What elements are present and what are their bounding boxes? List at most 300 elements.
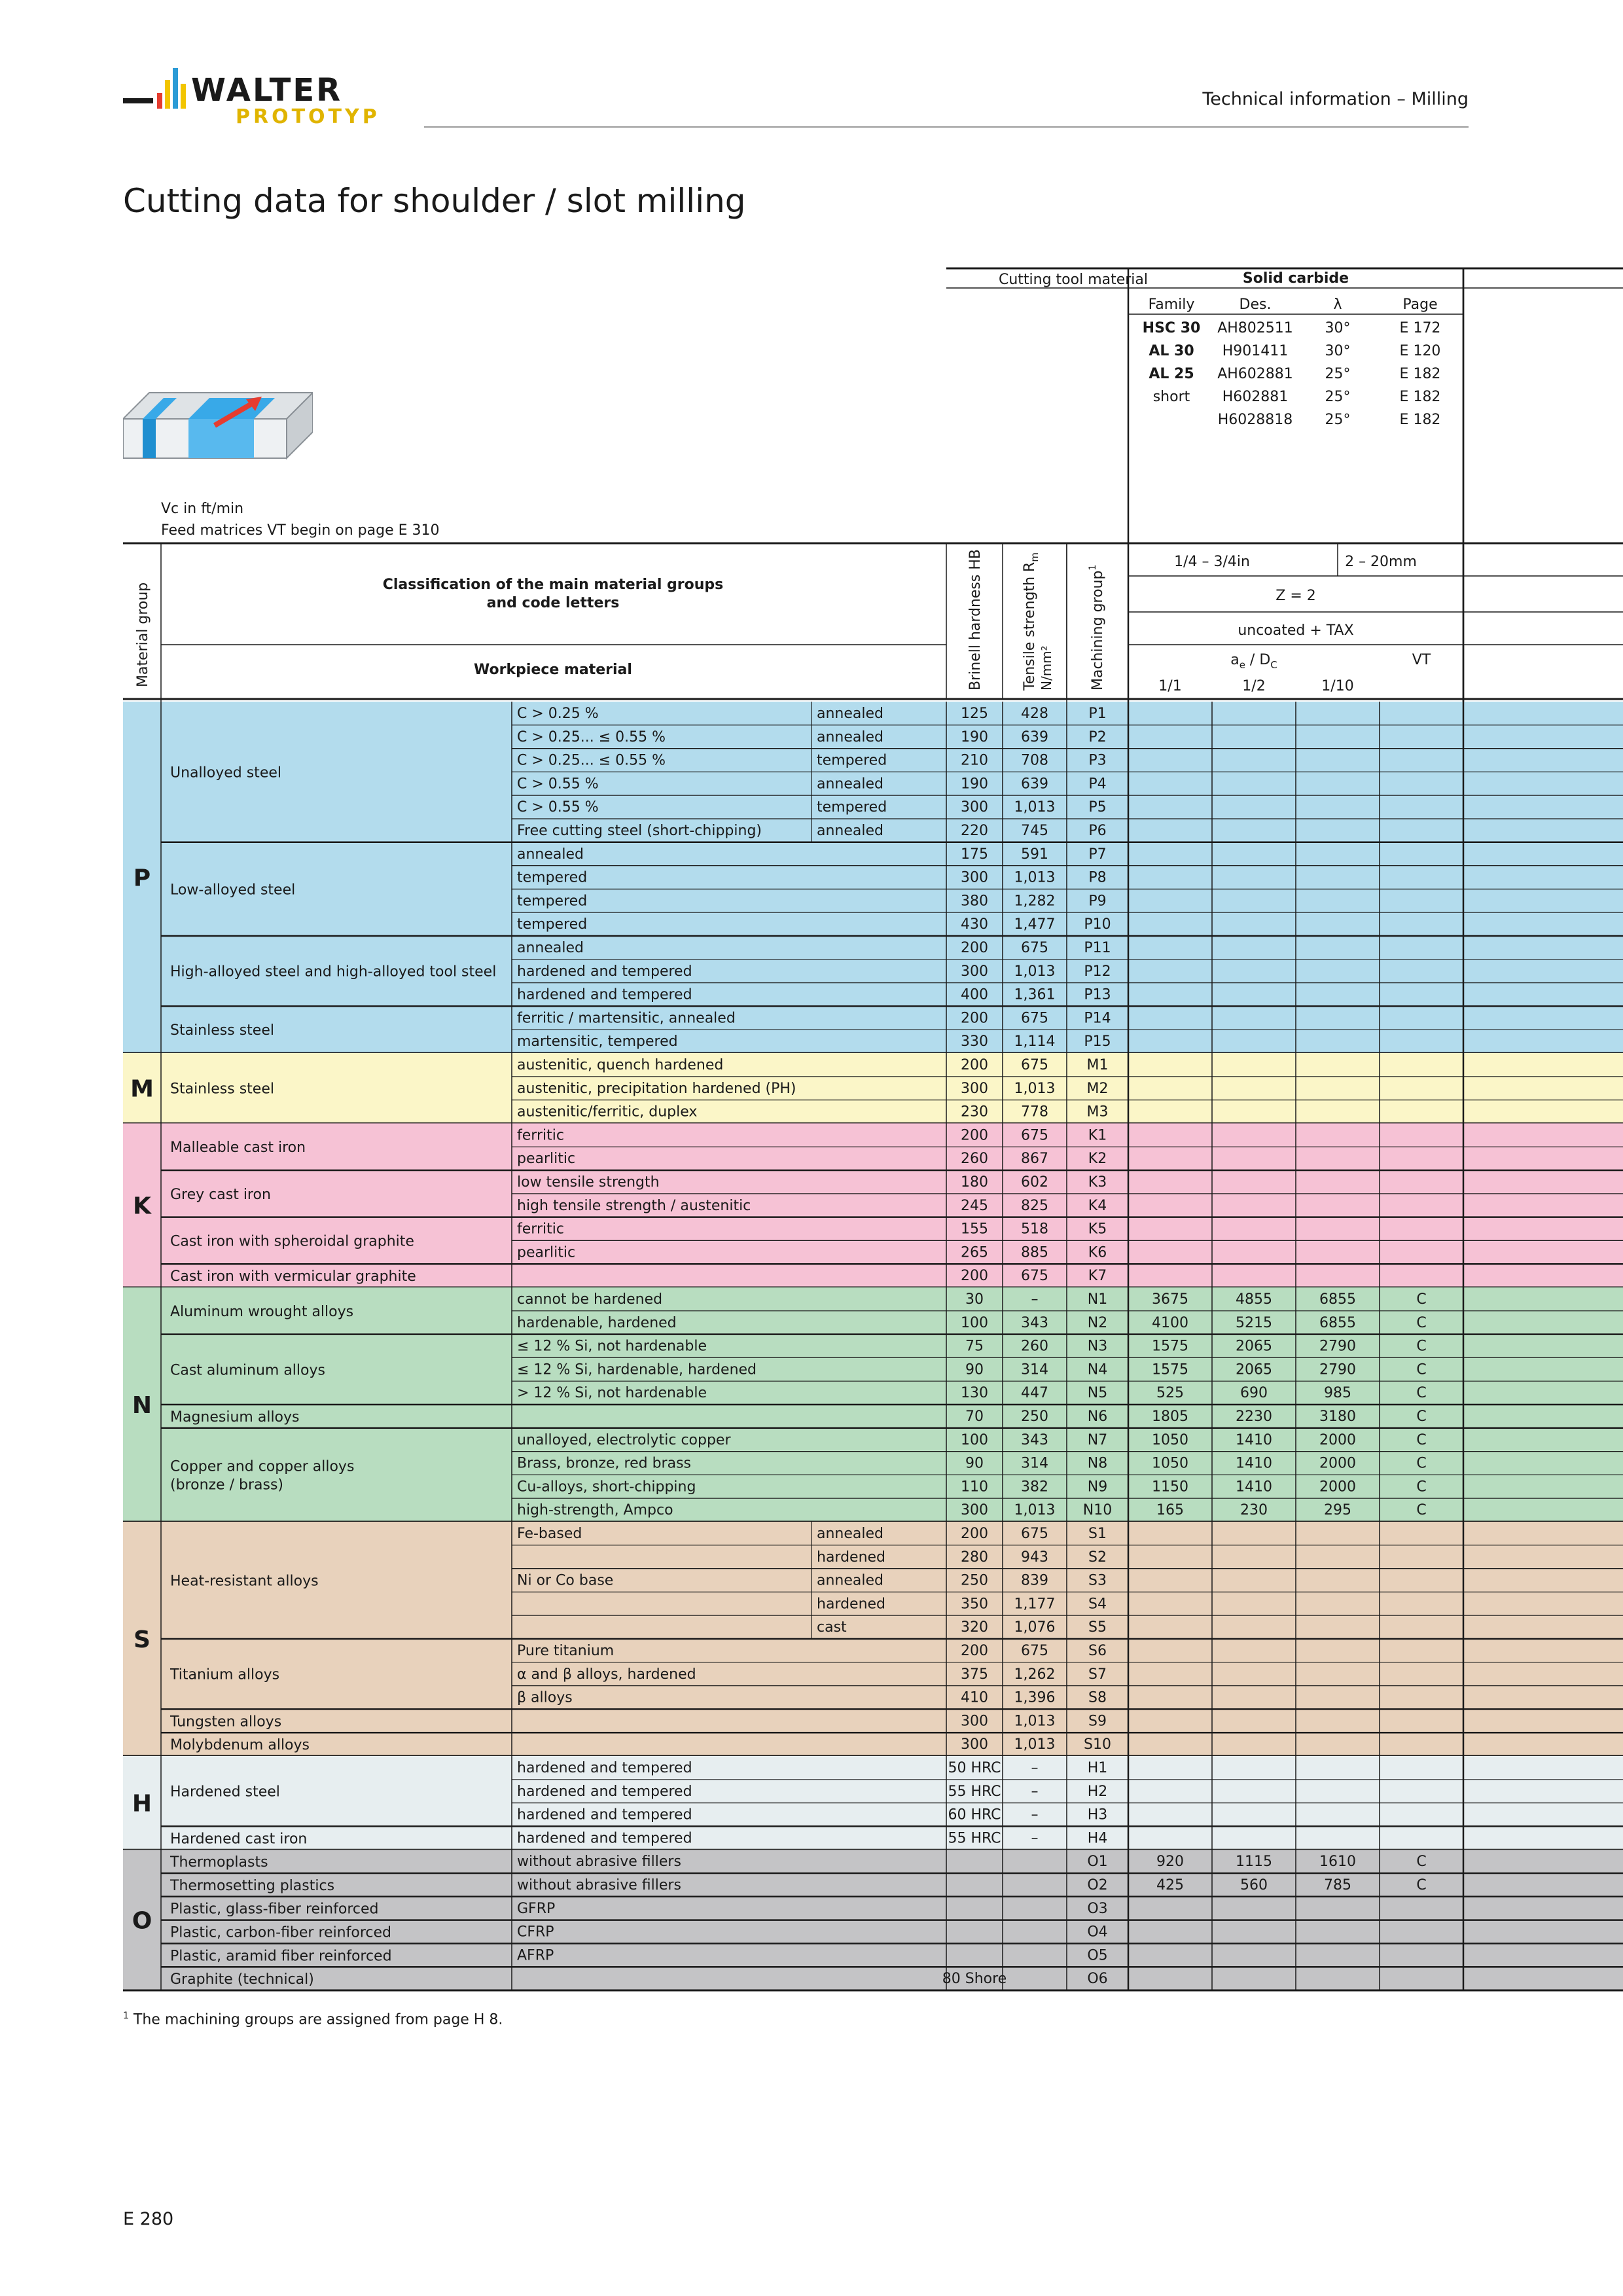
- tool-helix-angle: 25°: [1325, 366, 1351, 382]
- brinell-value: 300: [961, 1502, 988, 1519]
- machining-group-code: N7: [1087, 1431, 1108, 1448]
- subgroup-name: Unalloyed steel: [170, 764, 281, 781]
- tool-helix-angle: 25°: [1325, 389, 1351, 405]
- subgroup-name: Titanium alloys: [170, 1666, 280, 1683]
- tool-helix-angle: 30°: [1325, 343, 1351, 359]
- cutting-speed-value: 5215: [1236, 1314, 1272, 1331]
- tensile-value: 1,013: [1014, 1080, 1056, 1097]
- brinell-value: 200: [961, 1268, 988, 1285]
- material-treatment: hardened: [817, 1549, 886, 1566]
- vt-value: C: [1416, 1385, 1427, 1402]
- material-condition: C > 0.25 %: [517, 706, 599, 722]
- tensile-value: 675: [1021, 1010, 1048, 1027]
- tensile-value: 839: [1021, 1572, 1048, 1589]
- cutting-speed-value: 1610: [1319, 1854, 1356, 1871]
- brinell-value: 125: [961, 706, 988, 722]
- tensile-value: 1,013: [1014, 1502, 1056, 1519]
- cutting-speed-value: 2230: [1236, 1408, 1272, 1425]
- brinell-value: 200: [961, 1643, 988, 1659]
- material-group-code: N: [132, 1392, 152, 1419]
- tensile-value: 1,013: [1014, 1713, 1056, 1730]
- cutting-speed-value: 1050: [1152, 1455, 1188, 1472]
- machining-group-code: P7: [1088, 846, 1107, 863]
- machining-group-code: H3: [1087, 1806, 1108, 1823]
- subgroup-name: Hardened steel: [170, 1784, 280, 1801]
- tool-col-header: Des.: [1239, 296, 1272, 313]
- machining-group-code: M2: [1086, 1080, 1109, 1097]
- material-condition: C > 0.55 %: [517, 799, 599, 816]
- tool-designation: H602881: [1222, 389, 1289, 405]
- material-treatment: annealed: [817, 1526, 883, 1542]
- tensile-value: 1,477: [1014, 916, 1056, 933]
- subgroup-name: Thermosetting plastics: [170, 1877, 335, 1894]
- material-treatment: hardened: [817, 1596, 886, 1613]
- material-condition: Cu-alloys, short-chipping: [517, 1479, 696, 1496]
- machining-group-code: H4: [1087, 1830, 1108, 1847]
- tool-designation: H6028818: [1217, 412, 1293, 428]
- machining-group-code: N6: [1087, 1408, 1108, 1425]
- machining-group-code: P9: [1088, 893, 1107, 910]
- material-condition: without abrasive fillers: [517, 1854, 681, 1871]
- subgroup-name: High-alloyed steel and high-alloyed tool steel: [170, 963, 497, 980]
- brinell-value: 250: [961, 1572, 988, 1589]
- classification-header: and code letters: [486, 595, 620, 611]
- subgroup-name: Thermoplasts: [170, 1854, 268, 1871]
- tensile-value: 260: [1021, 1338, 1048, 1355]
- material-condition: hardened and tempered: [517, 986, 692, 1003]
- tensile-value: 867: [1021, 1151, 1048, 1168]
- material-condition: hardened and tempered: [517, 1783, 692, 1800]
- tensile-unit: N/mm²: [1039, 645, 1054, 691]
- machining-group-code: P8: [1088, 869, 1107, 886]
- cutting-speed-value: 4100: [1152, 1314, 1188, 1331]
- cutting-speed-value: 690: [1240, 1385, 1268, 1402]
- diameter-inch-range: 1/4 – 3/4in: [1174, 554, 1250, 570]
- machining-group-code: O1: [1087, 1854, 1108, 1871]
- tool-family: AL 25: [1149, 366, 1194, 382]
- subgroup-name: Malleable cast iron: [170, 1139, 306, 1157]
- tool-page-ref: E 182: [1399, 366, 1441, 382]
- brinell-value: 200: [961, 1057, 988, 1073]
- tool-designation: AH602881: [1217, 366, 1293, 382]
- tool-page-ref: E 172: [1399, 320, 1441, 336]
- machining-group-code: K2: [1088, 1151, 1107, 1168]
- page-number: E 280: [123, 2209, 174, 2229]
- brinell-value: 210: [961, 752, 988, 769]
- brinell-value: 100: [961, 1314, 988, 1331]
- subgroup-name: Stainless steel: [170, 1081, 274, 1098]
- tool-page-ref: E 120: [1399, 343, 1441, 359]
- subgroup-name: Cast aluminum alloys: [170, 1362, 325, 1379]
- subgroup-name: Copper and copper alloys: [170, 1458, 355, 1475]
- machining-group-code: H2: [1087, 1783, 1108, 1800]
- brinell-value: 100: [961, 1431, 988, 1448]
- material-condition: AFRP: [517, 1947, 554, 1964]
- cutting-speed-value: 4855: [1236, 1291, 1272, 1308]
- machining-group-code: N9: [1087, 1479, 1108, 1496]
- tensile-value: 314: [1021, 1361, 1048, 1378]
- tensile-value: 675: [1021, 1643, 1048, 1659]
- machining-group-code: K4: [1088, 1197, 1107, 1214]
- subgroup-name: Aluminum wrought alloys: [170, 1303, 354, 1320]
- material-condition: low tensile strength: [517, 1174, 660, 1191]
- machining-group-code: M3: [1086, 1103, 1109, 1121]
- machining-group-code: H1: [1087, 1760, 1108, 1776]
- vt-value: C: [1416, 1854, 1427, 1871]
- tensile-value: 343: [1021, 1431, 1048, 1448]
- machining-group-code: N8: [1087, 1455, 1108, 1472]
- subgroup-name: Molybdenum alloys: [170, 1737, 310, 1754]
- tensile-value: 518: [1021, 1221, 1048, 1238]
- material-condition: ferritic: [517, 1127, 564, 1144]
- machining-group-code: P3: [1088, 752, 1107, 769]
- machining-group-code: P13: [1084, 986, 1111, 1003]
- machining-group-code: P2: [1088, 728, 1107, 745]
- cutting-speed-value: 6855: [1319, 1314, 1356, 1331]
- material-condition: CFRP: [517, 1924, 554, 1941]
- cutting-speed-value: 2790: [1319, 1361, 1356, 1378]
- machining-group-code: N10: [1082, 1502, 1113, 1519]
- subgroup-name: Plastic, carbon-fiber reinforced: [170, 1924, 391, 1941]
- cutting-speed-value: 1575: [1152, 1361, 1188, 1378]
- brinell-value: 110: [961, 1479, 988, 1496]
- diameter-mm-range: 2 – 20mm: [1345, 554, 1417, 570]
- tensile-value: 447: [1021, 1385, 1048, 1402]
- material-condition: Brass, bronze, red brass: [517, 1455, 691, 1472]
- brinell-value: 220: [961, 823, 988, 839]
- tool-family: short: [1152, 389, 1190, 405]
- machining-group-code: S2: [1088, 1549, 1107, 1566]
- brinell-value: 190: [961, 728, 988, 745]
- material-group-code: P: [133, 865, 151, 892]
- material-group-code: H: [132, 1790, 152, 1818]
- material-condition: Fe-based: [517, 1526, 582, 1542]
- machining-group-code: N5: [1087, 1385, 1108, 1402]
- machining-group-code: P14: [1084, 1010, 1111, 1027]
- tensile-value: 314: [1021, 1455, 1048, 1472]
- brinell-value: 90: [965, 1361, 984, 1378]
- tensile-value: 778: [1021, 1103, 1048, 1121]
- vt-value: C: [1416, 1877, 1427, 1893]
- machining-group-code: K6: [1088, 1244, 1107, 1261]
- machining-group-code: M1: [1086, 1057, 1109, 1073]
- subgroup-name: Magnesium alloys: [170, 1408, 300, 1426]
- tensile-value: 675: [1021, 940, 1048, 956]
- machining-group-code: S6: [1088, 1643, 1107, 1659]
- machining-group-code: K3: [1088, 1174, 1107, 1191]
- section-title: Technical information – Milling: [1202, 89, 1469, 109]
- tensile-value: 602: [1021, 1174, 1048, 1191]
- material-treatment: tempered: [817, 799, 887, 816]
- flute-count: Z = 2: [1275, 588, 1316, 604]
- machining-group-mark: 1: [1088, 564, 1098, 571]
- tensile-value: 675: [1021, 1268, 1048, 1285]
- tensile-value: 1,013: [1014, 1736, 1056, 1753]
- tensile-value: 1,262: [1014, 1666, 1056, 1683]
- tensile-value: 1,013: [1014, 963, 1056, 980]
- tensile-value: 1,177: [1014, 1596, 1056, 1613]
- cutting-speed-value: 1410: [1236, 1455, 1272, 1472]
- cutting-speed-value: 2000: [1319, 1455, 1356, 1472]
- brinell-value: 300: [961, 1080, 988, 1097]
- brinell-value: 300: [961, 1736, 988, 1753]
- machining-group-code: S3: [1088, 1572, 1107, 1589]
- vt-value: C: [1416, 1408, 1427, 1425]
- material-condition: C > 0.25... ≤ 0.55 %: [517, 752, 666, 769]
- brinell-value: 380: [961, 893, 988, 910]
- machining-group-code: P15: [1084, 1033, 1111, 1050]
- cutting-speed-value: 985: [1324, 1385, 1351, 1402]
- brinell-value: 230: [961, 1103, 988, 1121]
- vc-unit-note: Vc in ft/min: [161, 501, 244, 517]
- machining-group-code: S5: [1088, 1619, 1107, 1636]
- material-condition: hardened and tempered: [517, 1760, 692, 1776]
- material-group-code: S: [134, 1626, 151, 1653]
- brinell-header: Brinell hardness HB: [967, 548, 984, 691]
- subgroup-name: Plastic, aramid fiber reinforced: [170, 1948, 392, 1965]
- tensile-value: 885: [1021, 1244, 1048, 1261]
- material-condition: ≤ 12 % Si, hardenable, hardened: [517, 1361, 757, 1378]
- material-condition: GFRP: [517, 1900, 556, 1917]
- brinell-value: 375: [961, 1666, 988, 1683]
- footnote-text: The machining groups are assigned from page H 8.: [133, 2011, 503, 2028]
- machining-group-code: K7: [1088, 1268, 1107, 1285]
- machining-group-code: K1: [1088, 1127, 1107, 1144]
- tensile-value: 382: [1021, 1479, 1048, 1496]
- footnote: [123, 2011, 503, 2028]
- brinell-value: 200: [961, 940, 988, 956]
- brinell-value: 245: [961, 1197, 988, 1214]
- classification-header: Classification of the main material groups: [382, 577, 724, 593]
- cutting-speed-value: 2000: [1319, 1431, 1356, 1448]
- tensile-value: 343: [1021, 1314, 1048, 1331]
- brinell-value: 200: [961, 1010, 988, 1027]
- cutting-speed-value: 1050: [1152, 1431, 1188, 1448]
- machining-group-code: N2: [1087, 1314, 1108, 1331]
- brinell-value: 55 HRC: [948, 1783, 1001, 1800]
- subgroup-name: (bronze / brass): [170, 1477, 283, 1494]
- tensile-value: 1,013: [1014, 799, 1056, 816]
- material-group-code: M: [130, 1075, 154, 1103]
- ae-ratio-header: 1/1: [1158, 678, 1182, 694]
- material-condition: austenitic, quench hardened: [517, 1057, 724, 1073]
- subgroup-name: Low-alloyed steel: [170, 882, 296, 899]
- brinell-value: 260: [961, 1151, 988, 1168]
- vt-value: C: [1416, 1455, 1427, 1472]
- tensile-value: 1,076: [1014, 1619, 1056, 1636]
- coating-label: uncoated + TAX: [1238, 622, 1354, 639]
- cutting-speed-value: 1115: [1236, 1854, 1272, 1871]
- tensile-value: 675: [1021, 1526, 1048, 1542]
- brinell-value: 300: [961, 963, 988, 980]
- tensile-value: 250: [1021, 1408, 1048, 1425]
- brinell-value: 175: [961, 846, 988, 863]
- material-condition: hardened and tempered: [517, 963, 692, 980]
- logo-secondary-text: PROTOTYP: [236, 105, 380, 128]
- cutting-speed-value: 1410: [1236, 1479, 1272, 1496]
- machining-group-code: P11: [1084, 940, 1111, 956]
- cutting-speed-value: 2000: [1319, 1479, 1356, 1496]
- material-condition: austenitic/ferritic, duplex: [517, 1103, 698, 1121]
- cutting-speed-value: 785: [1324, 1877, 1351, 1893]
- cutting-tool-material-label: Cutting tool material: [998, 272, 1149, 288]
- brinell-value: 200: [961, 1526, 988, 1542]
- brinell-value: 180: [961, 1174, 988, 1191]
- material-treatment: tempered: [817, 752, 887, 769]
- material-treatment: annealed: [817, 776, 883, 793]
- cutting-speed-value: 525: [1156, 1385, 1184, 1402]
- tensile-value: 639: [1021, 776, 1048, 793]
- tool-family: AL 30: [1149, 343, 1194, 359]
- material-treatment: annealed: [817, 706, 883, 722]
- material-treatment: annealed: [817, 1572, 883, 1589]
- tensile-value: 708: [1021, 752, 1048, 769]
- material-condition: high tensile strength / austenitic: [517, 1197, 751, 1214]
- tool-family: HSC 30: [1142, 320, 1201, 336]
- machining-group-code: P6: [1088, 823, 1107, 839]
- material-condition: cannot be hardened: [517, 1291, 663, 1308]
- material-condition: β alloys: [517, 1689, 573, 1706]
- cutting-speed-value: 6855: [1319, 1291, 1356, 1308]
- tool-col-header: Family: [1148, 296, 1195, 313]
- cutting-speed-value: 920: [1156, 1854, 1184, 1871]
- machining-group-code: O4: [1087, 1924, 1108, 1941]
- material-condition: hardened and tempered: [517, 1830, 692, 1847]
- vt-value: C: [1416, 1431, 1427, 1448]
- feed-matrix-note: Feed matrices VT begin on page E 310: [161, 522, 440, 539]
- material-condition: > 12 % Si, not hardenable: [517, 1385, 707, 1402]
- tool-col-header: λ: [1333, 296, 1342, 313]
- cutting-speed-value: 295: [1324, 1502, 1351, 1519]
- material-condition: ferritic / martensitic, annealed: [517, 1010, 736, 1027]
- tensile-value: 639: [1021, 728, 1048, 745]
- machining-group-code: S7: [1088, 1666, 1107, 1683]
- subgroup-name: Plastic, glass-fiber reinforced: [170, 1901, 379, 1918]
- vt-value: C: [1416, 1479, 1427, 1496]
- brinell-value: 280: [961, 1549, 988, 1566]
- tool-col-header: Page: [1402, 296, 1438, 313]
- logo-primary-text: WALTER: [191, 72, 343, 109]
- machining-group-code: P10: [1084, 916, 1111, 933]
- material-treatment: annealed: [817, 823, 883, 839]
- material-condition: tempered: [517, 869, 588, 886]
- cutting-speed-value: 230: [1240, 1502, 1268, 1519]
- vt-value: C: [1416, 1502, 1427, 1519]
- brinell-value: 90: [965, 1455, 984, 1472]
- cutting-speed-value: 2065: [1236, 1338, 1272, 1355]
- brinell-value: 410: [961, 1689, 988, 1706]
- material-condition: hardened and tempered: [517, 1806, 692, 1823]
- machining-group-code: S10: [1084, 1736, 1111, 1753]
- vt-value: C: [1416, 1314, 1427, 1331]
- ae-ratio-header: 1/2: [1242, 678, 1266, 694]
- brinell-value: 70: [965, 1408, 984, 1425]
- machining-group-code: O5: [1087, 1947, 1108, 1964]
- material-condition: austenitic, precipitation hardened (PH): [517, 1080, 796, 1097]
- material-condition: pearlitic: [517, 1244, 576, 1261]
- brinell-value: 80 Shore: [942, 1971, 1007, 1988]
- material-treatment: annealed: [817, 728, 883, 745]
- machining-group-code: S9: [1088, 1713, 1107, 1730]
- material-condition: tempered: [517, 893, 588, 910]
- tool-helix-angle: 25°: [1325, 412, 1351, 428]
- machining-group-code: P12: [1084, 963, 1111, 980]
- material-condition: without abrasive fillers: [517, 1877, 681, 1893]
- material-group-header: Material group: [135, 582, 151, 687]
- cutting-speed-value: 1410: [1236, 1431, 1272, 1448]
- cutting-speed-value: 3675: [1152, 1291, 1188, 1308]
- brinell-value: 400: [961, 986, 988, 1003]
- tensile-value: –: [1031, 1291, 1039, 1308]
- tensile-value: –: [1031, 1760, 1039, 1776]
- material-condition: C > 0.55 %: [517, 776, 599, 793]
- tensile-value: 1,396: [1014, 1689, 1056, 1706]
- tensile-header: Tensile strength $R_m$: [1022, 552, 1041, 691]
- tensile-header-sub: m: [1029, 552, 1041, 562]
- vt-value: C: [1416, 1338, 1427, 1355]
- brinell-value: 155: [961, 1221, 988, 1238]
- tool-designation: AH802511: [1217, 320, 1293, 336]
- tool-designation: H901411: [1222, 343, 1289, 359]
- tensile-value: –: [1031, 1830, 1039, 1847]
- material-condition: annealed: [517, 940, 584, 956]
- brinell-value: 130: [961, 1385, 988, 1402]
- material-condition: hardenable, hardened: [517, 1314, 677, 1331]
- subgroup-name: Cast iron with vermicular graphite: [170, 1268, 416, 1285]
- material-condition: martensitic, tempered: [517, 1033, 678, 1050]
- tool-page-ref: E 182: [1399, 389, 1441, 405]
- machining-group-code: O3: [1087, 1900, 1108, 1917]
- cutting-speed-value: 425: [1156, 1877, 1184, 1893]
- tensile-value: 1,013: [1014, 869, 1056, 886]
- brinell-value: 55 HRC: [948, 1830, 1001, 1847]
- cutting-speed-value: 3180: [1319, 1408, 1356, 1425]
- tensile-value: 591: [1021, 846, 1048, 863]
- machining-group-code: P4: [1088, 776, 1107, 793]
- table-row: [961, 1736, 1111, 1753]
- cutting-speed-value: 2790: [1319, 1338, 1356, 1355]
- material-group-band: [123, 1123, 1623, 1287]
- material-condition: tempered: [517, 916, 588, 933]
- page-title: Cutting data for shoulder / slot milling: [123, 182, 746, 220]
- material-condition: ≤ 12 % Si, not hardenable: [517, 1338, 707, 1355]
- cutting-speed-value: 1805: [1152, 1408, 1188, 1425]
- material-condition: Pure titanium: [517, 1643, 615, 1659]
- tensile-value: 943: [1021, 1549, 1048, 1566]
- vt-value: C: [1416, 1291, 1427, 1308]
- brinell-value: 200: [961, 1127, 988, 1144]
- tool-helix-angle: 30°: [1325, 320, 1351, 336]
- vt-value: C: [1416, 1361, 1427, 1378]
- brinell-value: 50 HRC: [948, 1760, 1001, 1776]
- workpiece-material-header: Workpiece material: [474, 662, 632, 678]
- brinell-value: 265: [961, 1244, 988, 1261]
- machining-group-code: N1: [1087, 1291, 1108, 1308]
- tensile-value: 1,114: [1014, 1033, 1056, 1050]
- material-group-code: O: [132, 1907, 152, 1935]
- machining-group-header: Machining group$^1$: [1088, 564, 1106, 691]
- tensile-value: 675: [1021, 1127, 1048, 1144]
- material-condition: Ni or Co base: [517, 1572, 614, 1589]
- tensile-value: 1,361: [1014, 986, 1056, 1003]
- machining-group-code: S4: [1088, 1596, 1107, 1613]
- tensile-value: 428: [1021, 706, 1048, 722]
- material-group-band: [123, 1053, 1623, 1123]
- footnote-mark: 1: [123, 2011, 129, 2021]
- ae-ratio-header: 1/10: [1321, 678, 1354, 694]
- tensile-value: 675: [1021, 1057, 1048, 1073]
- tensile-value: 825: [1021, 1197, 1048, 1214]
